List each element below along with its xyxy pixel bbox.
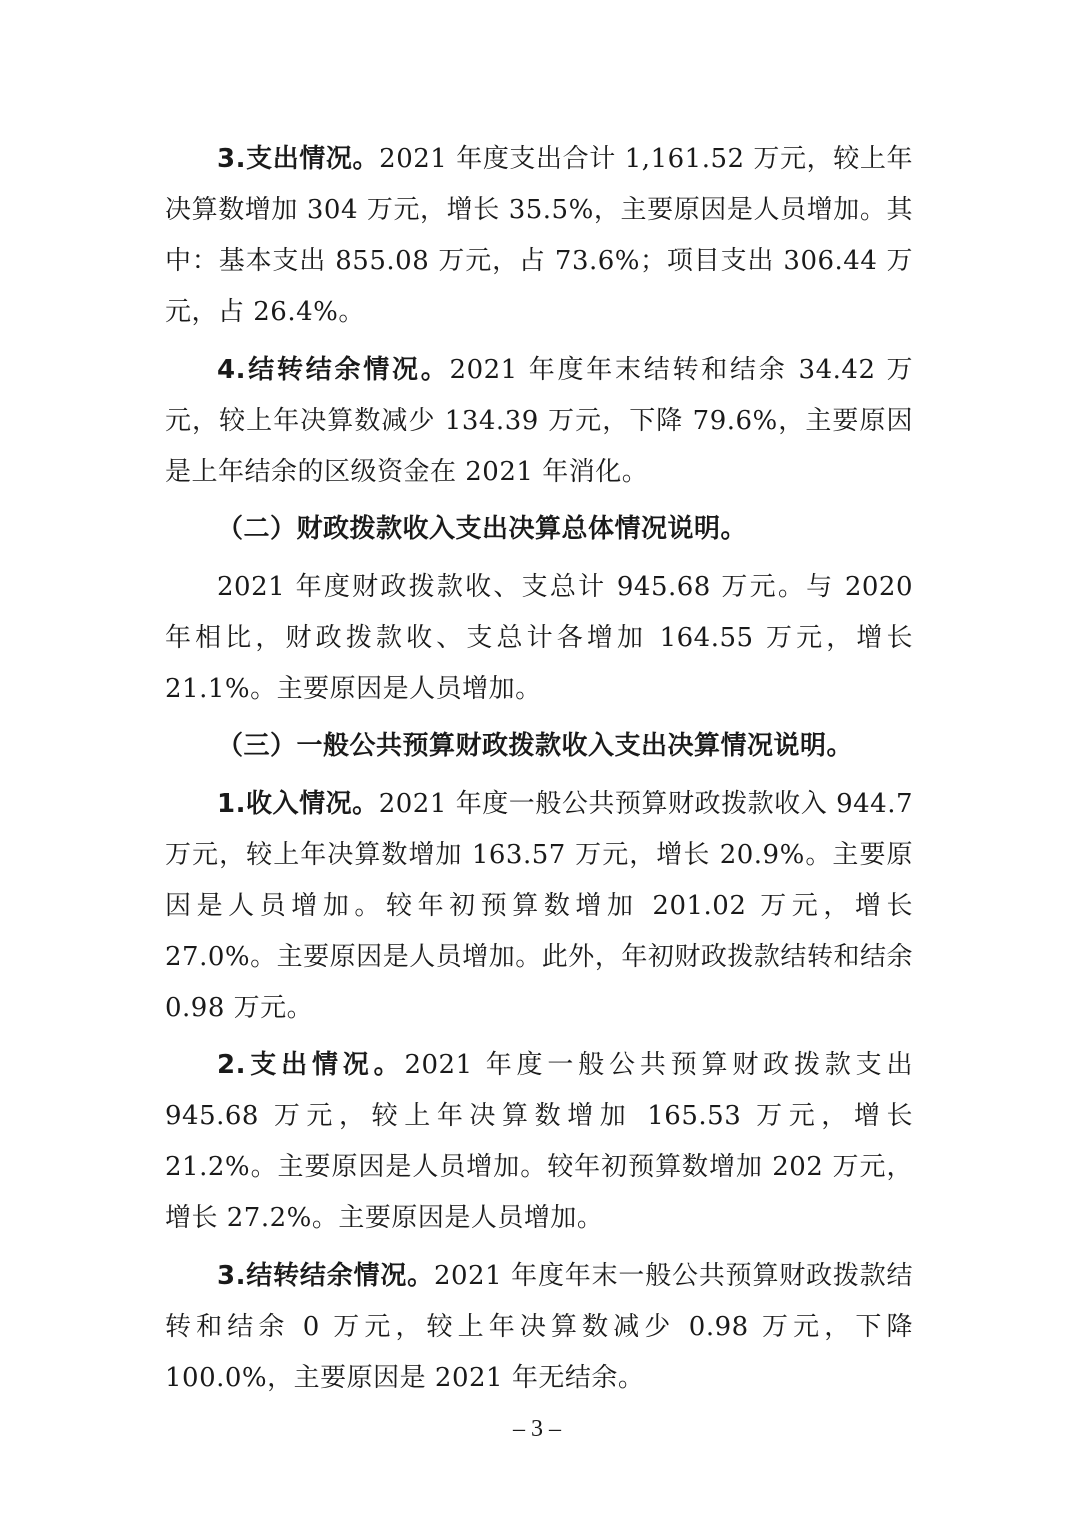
page-number: – 3 – <box>513 1416 561 1442</box>
section-heading-general-public-budget: （三）一般公共预算财政拨款收入支出决算情况说明。 <box>217 731 854 761</box>
paragraph-gp-expenditure <box>165 1040 913 1244</box>
paragraph-text: 2021 年度年末一般公共预算财政拨款结转和结余 0 万元，较上年决算数减少 0.98 万元，下降 100.0%，主要原因是 2021 年无结余。 <box>165 1260 913 1393</box>
paragraph-text: 2021 年度支出合计 1,161.52 万元，较上年决算数增加 304 万元，增长 35.5%，主要原因是人员增加。其中：基本支出 855.08 万元，占 73.6%；项目支出 306.44 万元，占 26.4%。 <box>165 144 913 327</box>
paragraph-lead: 2.支出情况。 <box>217 1050 405 1080</box>
paragraph-text: 2021 年度一般公共预算财政拨款收入 944.7 万元，较上年决算数增加 163.57 万元，增长 20.9%。主要原因是人员增加。较年初预算数增加 201.02 万元，增长 27.0%。主要原因是人员增加。此外，年初财政拨款结转和结余 0.98 万元。 <box>165 788 913 1023</box>
section-heading-fiscal-appropriation: （二）财政拨款收入支出决算总体情况说明。 <box>217 514 748 544</box>
paragraph-lead: 1.收入情况。 <box>217 788 379 819</box>
paragraph-gp-carryover <box>165 1251 913 1404</box>
paragraph-lead: 3.结转结余情况。 <box>217 1260 434 1291</box>
paragraph-text: 2021 年度一般公共预算财政拨款支出 945.68 万元，较上年决算数增加 165.53 万元，增长 21.2%。主要原因是人员增加。较年初预算数增加 202 万元，增长 27.2%。主要原因是人员增加。 <box>165 1050 914 1233</box>
document-body <box>165 134 913 1410</box>
paragraph-carryover <box>165 345 913 498</box>
paragraph-gp-income <box>165 779 913 1034</box>
paragraph-expenditure <box>165 134 913 338</box>
paragraph-lead: 3.支出情况。 <box>217 144 380 174</box>
paragraph-lead: 4.结转结余情况。 <box>217 354 450 385</box>
paragraph-text: 2021 年度年末结转和结余 34.42 万元，较上年决算数减少 134.39 万元，下降 79.6%，主要原因是上年结余的区级资金在 2021 年消化。 <box>165 354 914 487</box>
paragraph-fiscal-appropriation: 2021 年度财政拨款收、支总计 945.68 万元。与 2020 年相比，财政拨款收、支总计各增加 164.55 万元，增长 21.1%。主要原因是人员增加。 <box>165 571 913 704</box>
